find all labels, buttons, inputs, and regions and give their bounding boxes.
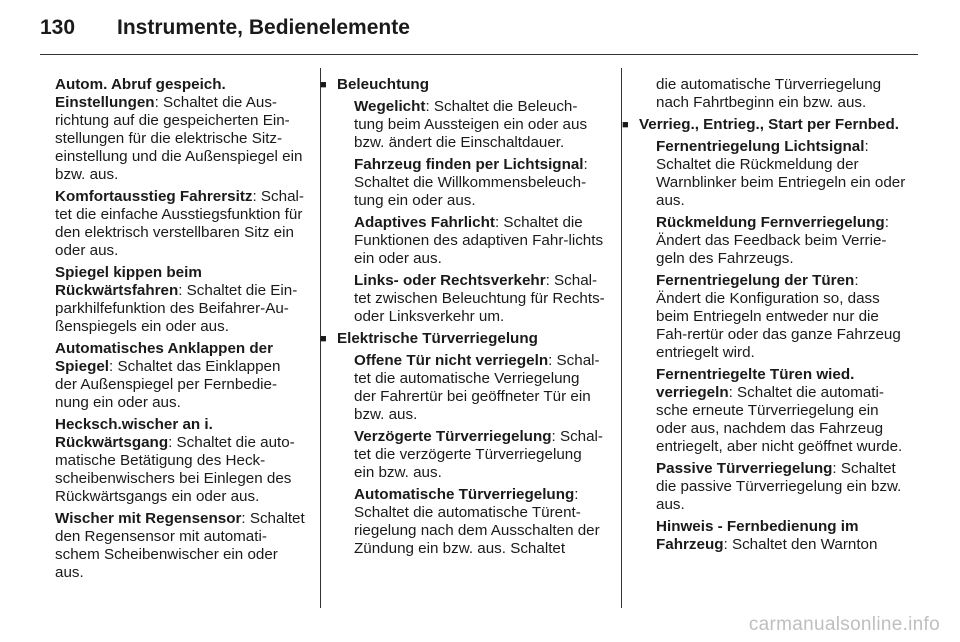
paragraph	[656, 366, 907, 456]
page-number: 130	[40, 16, 76, 39]
section-heading-remote: ■ Verrieg., Entrieg., Start per Fernbed.	[639, 116, 907, 134]
section-body	[354, 352, 605, 558]
paragraph	[354, 98, 605, 152]
description: : Schaltet die Funktionen des adaptiven Fahr-lichts ein oder aus.	[354, 214, 604, 267]
column-2	[337, 76, 605, 562]
paragraph	[656, 272, 907, 362]
section-body	[656, 76, 907, 112]
paragraph	[656, 518, 907, 554]
paragraph	[354, 428, 605, 482]
term: Autom. Abruf gespeich. Einstellungen	[55, 76, 226, 111]
description: : Schaltet die Aus-richtung auf die gespeicherten Ein-stellungen für die elektrische Sitz-einstellung und die Außenspiegel ein bzw. aus.	[55, 94, 303, 183]
description: : Schaltet die Willkommensbeleuch-tung ein oder aus.	[354, 156, 588, 209]
page-header	[40, 14, 918, 55]
term: Verzögerte Türverriegelung	[354, 428, 552, 445]
paragraph	[55, 76, 305, 184]
paragraph	[354, 352, 605, 424]
description: : Ändert das Feedback beim Verrie-geln des Fahrzeugs.	[656, 214, 889, 267]
term: Spiegel kippen beim Rückwärtsfahren	[55, 264, 202, 299]
section-heading-lighting: ■ Beleuchtung	[337, 76, 605, 94]
term: Wegelicht	[354, 98, 426, 115]
description: : Schaltet die Beleuch-tung beim Aussteigen ein oder aus bzw. ändert die Einschaltdauer.	[354, 98, 588, 151]
paragraph	[656, 214, 907, 268]
paragraph	[55, 264, 305, 336]
term: Rückmeldung Fernverriegelung	[656, 214, 885, 231]
description: : Ändert die Konfiguration so, dass beim Entriegeln entweder nur die Fah-rertür oder das ganze Fahrzeug entriegelt wird.	[656, 272, 901, 361]
paragraph	[354, 486, 605, 558]
description: : Schaltet den Regensensor mit automati-schem Scheibenwischer ein oder aus.	[55, 510, 305, 581]
description: : Schaltet die automati-sche erneute Türverriegelung ein oder aus, nachdem das Fahrzeug entriegelt, aber nicht geöffnet wurde.	[656, 384, 903, 455]
term: Wischer mit Regensensor	[55, 510, 242, 527]
paragraph	[354, 214, 605, 268]
term: Automatisches Anklappen der Spiegel	[55, 340, 274, 375]
term: Passive Türverriegelung	[656, 460, 833, 477]
description: : Schal-tet die automatische Verriegelung der Fahrertür bei geöffneter Tür ein bzw. aus.	[354, 352, 600, 423]
description: : Schaltet die Ein-parkhilfefunktion des Beifahrer-Au-ßenspiegels ein oder aus.	[55, 282, 298, 335]
description: : Schal-tet die einfache Ausstiegsfunktion für den elektrisch verstellbaren Sitz ein oder aus.	[55, 188, 304, 259]
description: : Schaltet den Warnton	[723, 536, 878, 553]
term: Hecksch.wischer an i. Rückwärtsgang	[55, 416, 213, 451]
description: : Schal-tet zwischen Beleuchtung für Rechts- oder Linksverkehr um.	[354, 272, 605, 325]
term: Fernentriegelung Lichtsignal	[656, 138, 865, 155]
description: : Schaltet das Einklappen der Außenspiegel per Fernbedie-nung ein oder aus.	[55, 358, 281, 411]
term: Fahrzeug finden per Lichtsignal	[354, 156, 584, 173]
term: Hinweis - Fernbedienung im Fahrzeug	[656, 518, 859, 553]
section-body	[354, 98, 605, 326]
paragraph	[55, 416, 305, 506]
description: : Schaltet die auto-matische Betätigung des Heck-scheibenwischers bei Einlegen des Rückwärtsgangs ein oder aus.	[55, 434, 295, 505]
term: Offene Tür nicht verriegeln	[354, 352, 549, 369]
page-title: Instrumente, Bedienelemente	[117, 16, 410, 39]
paragraph	[55, 340, 305, 412]
column-1	[55, 76, 305, 586]
term: Fernentriegelung der Türen	[656, 272, 855, 289]
section-body	[656, 138, 907, 554]
paragraph: die automatische Türverriegelung nach Fahrtbeginn ein bzw. aus.	[656, 76, 882, 111]
paragraph	[55, 188, 305, 260]
paragraph	[354, 272, 605, 326]
paragraph	[354, 156, 605, 210]
description: : Schaltet die Rückmeldung der Warnblinker beim Entriegeln ein oder aus.	[656, 138, 906, 209]
term: Automatische Türverriegelung	[354, 486, 575, 503]
description: : Schaltet die passive Türverriegelung ein bzw. aus.	[656, 460, 902, 513]
watermark: carmanualsonline.info	[748, 614, 940, 635]
term: Adaptives Fahrlicht	[354, 214, 495, 231]
column-divider	[621, 68, 622, 608]
term: Komfortausstieg Fahrersitz	[55, 188, 253, 205]
paragraph	[55, 510, 305, 582]
term: Fernentriegelte Türen wied. verriegeln	[656, 366, 855, 401]
description: : Schaltet die automatische Türent-riegelung nach dem Ausschalten der Zündung ein bzw. aus. Schaltet	[354, 486, 600, 557]
paragraph	[656, 460, 907, 514]
paragraph	[656, 138, 907, 210]
term: Links- oder Rechtsverkehr	[354, 272, 546, 289]
section-heading-door-locking: ■ Elektrische Türverriegelung	[337, 330, 605, 348]
description: : Schal-tet die verzögerte Türverriegelung ein bzw. aus.	[354, 428, 603, 481]
column-3	[639, 76, 907, 558]
